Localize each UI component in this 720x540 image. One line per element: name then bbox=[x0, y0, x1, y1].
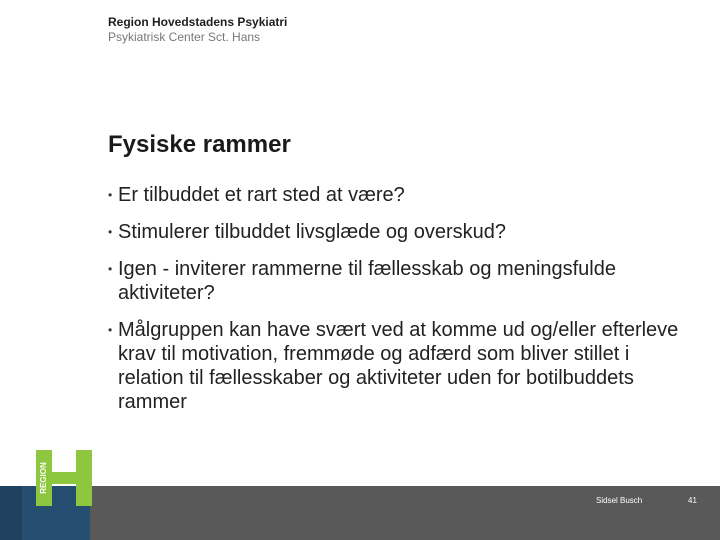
footer-bar bbox=[0, 486, 720, 540]
bullet-text: Stimulerer tilbuddet livsglæde og overskud? bbox=[118, 221, 506, 243]
bullet-item bbox=[108, 183, 698, 207]
footer-accent-strip bbox=[0, 486, 22, 540]
logo-text: REGION bbox=[39, 462, 49, 494]
bullet-item bbox=[108, 220, 698, 244]
bullet-list bbox=[108, 183, 698, 427]
bullet-icon: • bbox=[108, 225, 113, 239]
center-name: Psykiatrisk Center Sct. Hans bbox=[108, 30, 261, 44]
bullet-item bbox=[108, 318, 698, 414]
bullet-text: Er tilbuddet et rart sted at være? bbox=[118, 184, 405, 206]
organization-name: Region Hovedstadens Psykiatri bbox=[108, 15, 288, 29]
bullet-icon: • bbox=[108, 262, 113, 276]
bullet-icon: • bbox=[108, 188, 113, 202]
bullet-text: Igen - inviterer rammerne til fællesskab og meningsfulde aktiviteter? bbox=[118, 258, 616, 304]
bullet-icon: • bbox=[108, 323, 113, 337]
footer-author: Sidsel Busch bbox=[596, 496, 643, 505]
page-number: 41 bbox=[688, 496, 697, 505]
slide-title: Fysiske rammer bbox=[108, 131, 291, 158]
slide-header bbox=[108, 15, 287, 45]
bullet-text: Målgruppen kan have svært ved at komme ud og/eller efterleve krav til motivation, fremmøde og adfærd som bliver stillet i relation til fællesskaber og aktiviteter uden for botilbuddets rammer bbox=[118, 319, 679, 413]
bullet-item bbox=[108, 257, 698, 305]
region-h-logo-icon bbox=[36, 450, 92, 506]
